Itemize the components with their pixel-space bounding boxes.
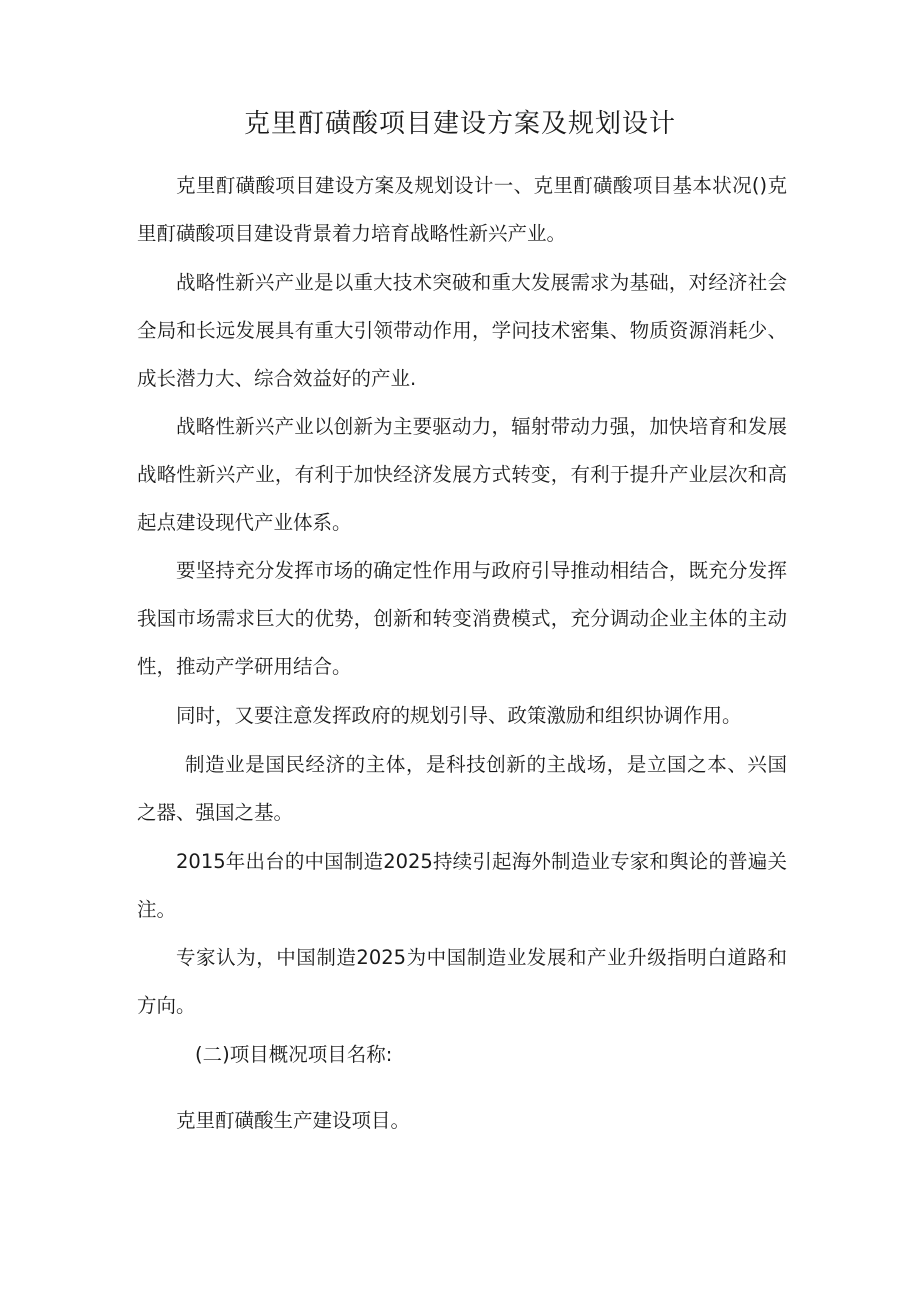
paragraph-3: 战略性新兴产业以创新为主要驱动力，辐射带动力强，加快培育和发展战略性新兴产业，有利于加快经济发展方式转变，有利于提升产业层次和高起点建设现代产业体系。 <box>137 415 787 534</box>
paragraph-1: 克里酊磺酸项目建设方案及规划设计一、克里酊磺酸项目基本状况()克里酊磺酸项目建设背景着力培育战略性新兴产业。 <box>137 174 787 245</box>
paragraph-9: (二)项目概况项目名称: <box>195 1043 393 1066</box>
paragraph-7: 2015年出台的中国制造2025持续引起海外制造业专家和舆论的普遍关注。 <box>137 850 787 921</box>
paragraph-8: 专家认为，中国制造2025为中国制造业发展和产业升级指明白道路和方向。 <box>137 946 787 1017</box>
paragraph-10: 克里酊磺酸生产建设项目。 <box>176 1109 411 1132</box>
document-title: 克里酊磺酸项目建设方案及规划设计 <box>243 109 676 139</box>
paragraph-5: 同时，又要注意发挥政府的规划引导、政策激励和组织协调作用。 <box>176 704 742 727</box>
paragraph-6: 制造业是国民经济的主体，是科技创新的主战场，是立国之本、兴国之器、强国之基。 <box>137 753 787 824</box>
paragraph-4: 要坚持充分发挥市场的确定性作用与政府引导推动相结合，既充分发挥我国市场需求巨大的优势，创新和转变消费模式，充分调动企业主体的主动性，推动产学研用结合。 <box>137 559 787 678</box>
paragraph-2: 战略性新兴产业是以重大技术突破和重大发展需求为基础，对经济社会全局和长远发展具有重大引领带动作用，学问技术密集、物质资源消耗少、成长潜力大、综合效益好的产业. <box>137 271 787 390</box>
